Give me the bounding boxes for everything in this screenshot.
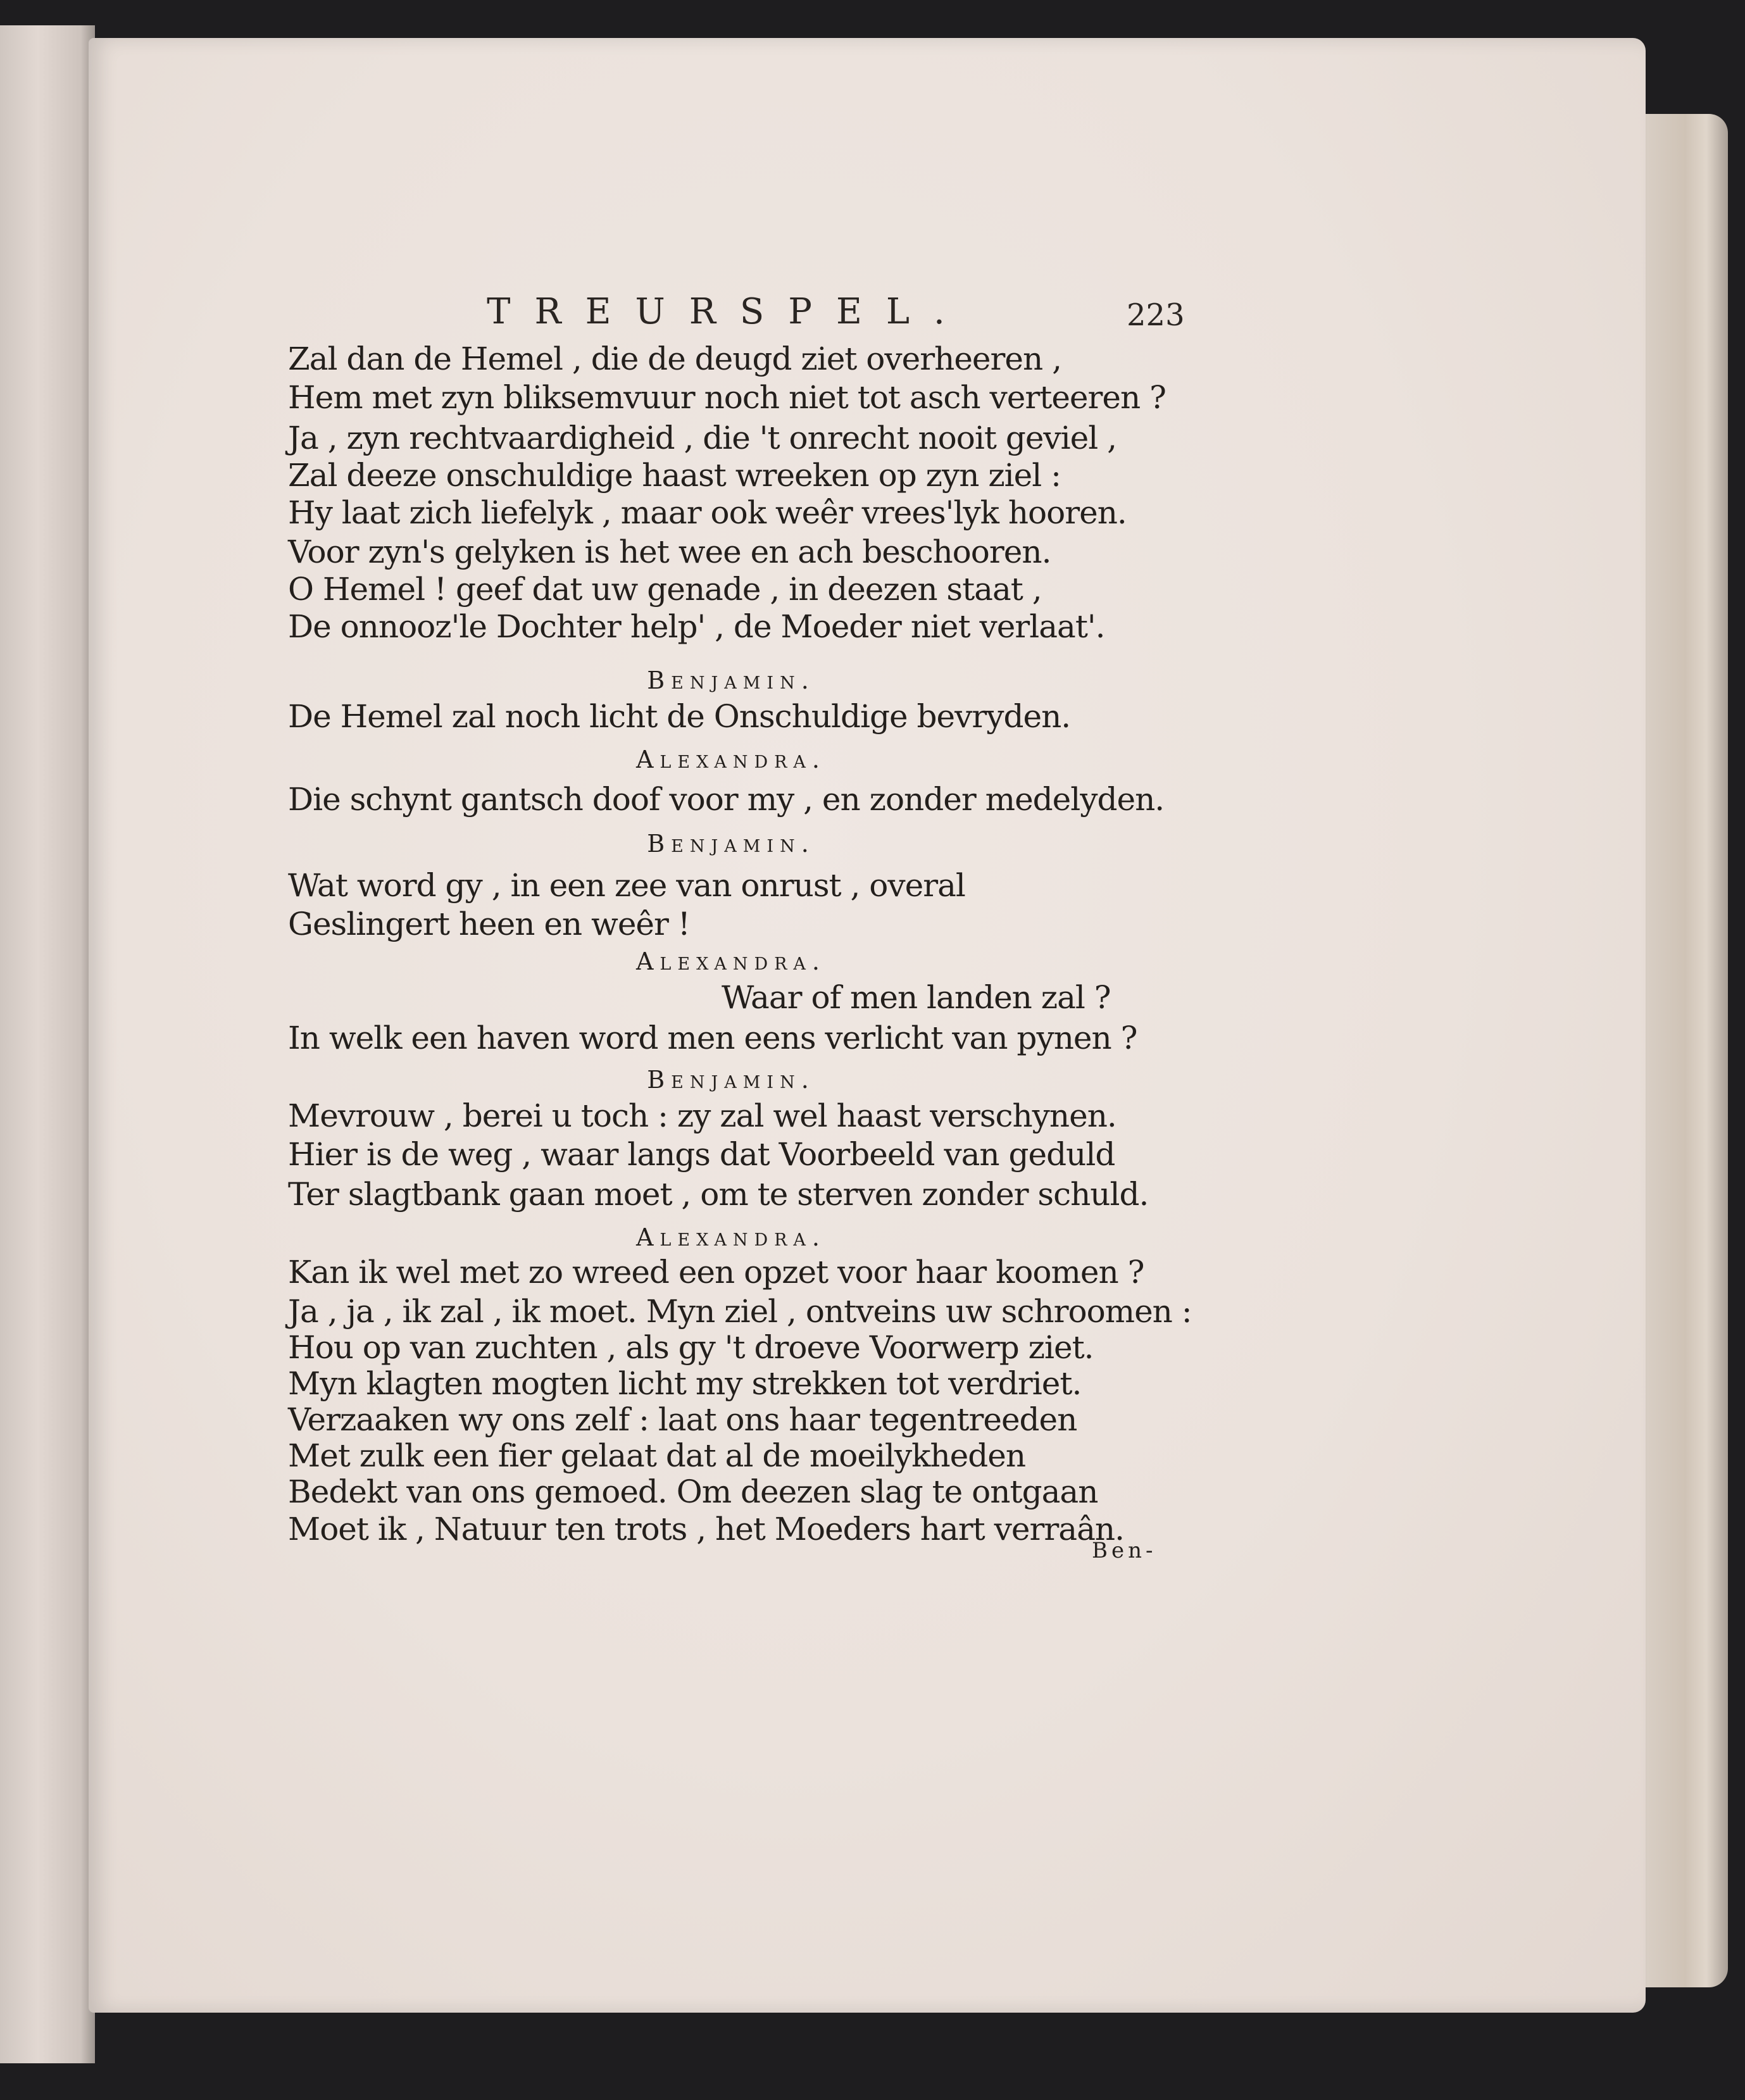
verse-line: Geslingert heen en weêr ! bbox=[288, 906, 690, 942]
verse-line: Moet ik , Natuur ten trots , het Moeders hart verraân. bbox=[288, 1511, 1124, 1547]
verse-line: Zal deeze onschuldige haast wreeken op zyn ziel : bbox=[288, 457, 1061, 494]
verse-line: Hou op van zuchten , als gy 't droeve Voorwerp ziet. bbox=[288, 1329, 1094, 1366]
verse-line: Hier is de weg , waar langs dat Voorbeeld van geduld bbox=[288, 1136, 1115, 1173]
running-head: TREURSPEL. bbox=[487, 291, 969, 332]
verse-line: O Hemel ! geef dat uw genade , in deezen staat , bbox=[288, 571, 1042, 608]
verse-line: Zal dan de Hemel , die de deugd ziet overheeren , bbox=[288, 341, 1061, 377]
verse-line: De onnooz'le Dochter help' , de Moeder niet verlaat'. bbox=[288, 608, 1105, 645]
verse-line: Hy laat zich liefelyk , maar ook weêr vrees'lyk hooren. bbox=[288, 494, 1127, 531]
verse-line: Waar of men landen zal ? bbox=[722, 979, 1111, 1016]
left-page-edge bbox=[0, 25, 95, 2063]
verse-line: Myn klagten mogten licht my strekken tot verdriet. bbox=[288, 1365, 1082, 1402]
verse-line: Wat word gy , in een zee van onrust , overal bbox=[288, 867, 965, 904]
speaker-name: Alexandra. bbox=[635, 947, 827, 975]
verse-line: Voor zyn's gelyken is het wee en ach beschooren. bbox=[288, 534, 1051, 570]
speaker-name: Benjamin. bbox=[647, 666, 815, 694]
speaker-name: Benjamin. bbox=[647, 830, 815, 858]
verse-line: Mevrouw , berei u toch : zy zal wel haast verschynen. bbox=[288, 1097, 1116, 1134]
verse-line: In welk een haven word men eens verlicht van pynen ? bbox=[288, 1020, 1137, 1056]
verse-line: Hem met zyn bliksemvuur noch niet tot asch verteeren ? bbox=[288, 379, 1166, 416]
verse-line: De Hemel zal noch licht de Onschuldige bevryden. bbox=[288, 698, 1071, 735]
speaker-name: Alexandra. bbox=[635, 1223, 827, 1251]
speaker-name: Alexandra. bbox=[635, 746, 827, 773]
verse-line: Die schynt gantsch doof voor my , en zonder medelyden. bbox=[288, 781, 1165, 818]
verse-line: Kan ik wel met zo wreed een opzet voor haar koomen ? bbox=[288, 1254, 1144, 1291]
verse-line: Verzaaken wy ons zelf : laat ons haar tegentreeden bbox=[288, 1401, 1077, 1438]
verse-line: Ter slagtbank gaan moet , om te sterven zonder schuld. bbox=[288, 1176, 1149, 1213]
verse-line: Ja , ja , ik zal , ik moet. Myn ziel , ontveins uw schroomen : bbox=[288, 1293, 1192, 1330]
verse-line: Ja , zyn rechtvaardigheid , die 't onrecht nooit geviel , bbox=[288, 420, 1117, 456]
verse-line: Bedekt van ons gemoed. Om deezen slag te ontgaan bbox=[288, 1473, 1098, 1510]
verse-line: Met zulk een fier gelaat dat al de moeilykheden bbox=[288, 1437, 1026, 1474]
page-number: 223 bbox=[1127, 297, 1185, 333]
speaker-name: Benjamin. bbox=[647, 1066, 815, 1094]
catchword: Ben- bbox=[1092, 1538, 1157, 1563]
